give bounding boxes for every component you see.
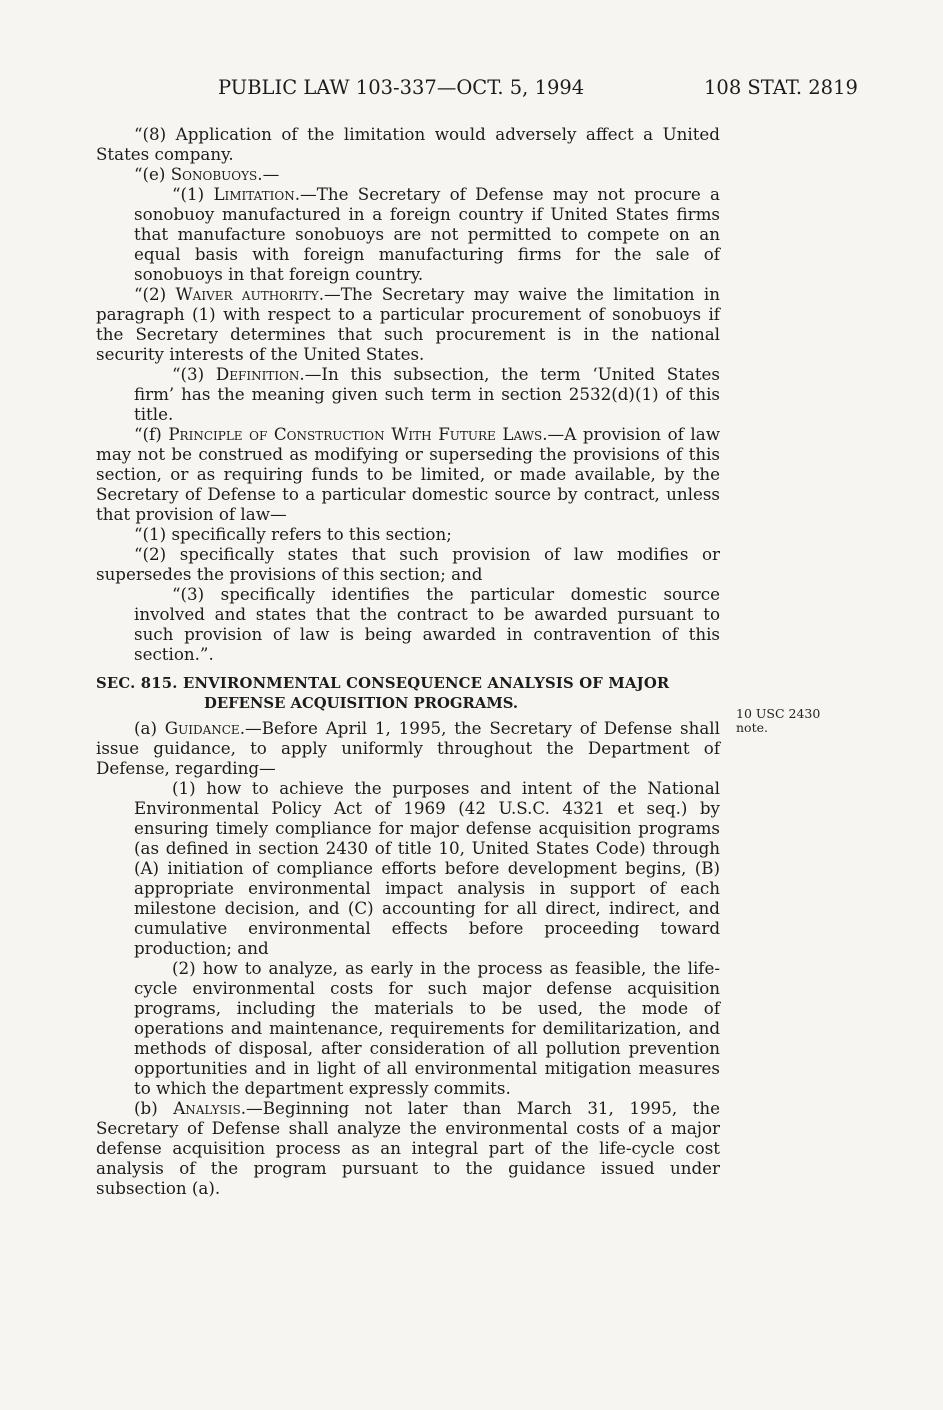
heading: Analysis bbox=[173, 1098, 241, 1118]
body: .—In this subsection, the term ‘United States firm’ has the meaning given such term in section 2532(d)(1) of this title. bbox=[134, 364, 720, 424]
body: .—Beginning not later than March 31, 1995, the Secretary of Defense shall analyze the environmental costs of a major defense acquisition process as an integral part of the life-cycle cost analysis of the program pursuant to the guidance issued under subsection (a). bbox=[96, 1098, 720, 1198]
heading: Limitation bbox=[213, 184, 295, 204]
margin-note bbox=[736, 707, 856, 735]
paragraph-8: “(8) Application of the limitation would adversely affect a United States company. bbox=[96, 124, 720, 164]
paragraph-a2: (2) how to analyze, as early in the process as feasible, the life-cycle environmental costs for such major defense acquisition programs, including the materials to be used, the mode of operations and maintenance, requirements for demilitarization, and methods of disposal, after consideration of all pollution prevention opportunities and in light of all environmental mitigation measures to which the department expressly commits. bbox=[134, 958, 720, 1098]
label: “(e) bbox=[134, 164, 171, 184]
paragraph-e2 bbox=[96, 284, 720, 364]
paragraph-a1: (1) how to achieve the purposes and intent of the National Environmental Policy Act of 1969 (42 U.S.C. 4321 et seq.) by ensuring timely compliance for major defense acquisition programs (as defined in section 2430 of title 10, United States Code) through (A) initiation of compliance efforts before development begins, (B) appropriate environmental impact analysis in support of each milestone decision, and (C) accounting for all direct, indirect, and cumulative environmental effects before proceeding toward production; and bbox=[134, 778, 720, 958]
heading: Guidance bbox=[164, 718, 240, 738]
running-title: PUBLIC LAW 103-337—OCT. 5, 1994 bbox=[218, 76, 585, 99]
label: (a) bbox=[134, 718, 165, 738]
label: “(1) bbox=[172, 184, 214, 204]
label: (b) bbox=[134, 1098, 174, 1118]
section-heading-line1: SEC. 815. ENVIRONMENTAL CONSEQUENCE ANALYSIS OF MAJOR bbox=[96, 675, 670, 692]
label: “(2) bbox=[134, 284, 176, 304]
heading: Principle of Construction With Future Laws bbox=[168, 424, 543, 444]
paragraph-f2: “(2) specifically states that such provision of law modifies or supersedes the provisions of this section; and bbox=[96, 544, 720, 584]
section-heading bbox=[96, 674, 720, 714]
heading: Definition bbox=[215, 364, 300, 384]
margin-note-line1: 10 USC 2430 bbox=[736, 706, 821, 721]
dash: .— bbox=[257, 164, 280, 184]
label: “(3) bbox=[172, 364, 216, 384]
heading: Sonobuoys bbox=[170, 164, 258, 184]
body: .—The Secretary of Defense may not procure a sonobuoy manufactured in a foreign country if United States firms that manufacture sonobuoys are not permitted to compete on an equal basis with foreign manufacturing firms for the sale of sonobuoys in that foreign country. bbox=[134, 184, 720, 284]
heading: Waiver authority bbox=[175, 284, 319, 304]
label: “(f) bbox=[134, 424, 169, 444]
body: .—A provision of law may not be construed as modifying or superseding the provisions of this section, or as requiring funds to be limited, or made available, by the Secretary of Defense to a particular domestic source by contract, unless that provision of law— bbox=[96, 424, 720, 524]
subsection-a bbox=[96, 718, 720, 778]
subsection-f bbox=[96, 424, 720, 524]
body: .—The Secretary may waive the limitation in paragraph (1) with respect to a particular procurement of sonobuoys if the Secretary determines that such procurement is in the national security interests of the United States. bbox=[96, 284, 720, 364]
paragraph-e3 bbox=[96, 364, 720, 424]
paragraph-f3: “(3) specifically identifies the particular domestic source involved and states that the contract to be awarded pursuant to such provision of law is being awarded in contravention of this section.”. bbox=[134, 584, 720, 664]
margin-note-line2: note. bbox=[736, 720, 768, 735]
subsection-b bbox=[96, 1098, 720, 1198]
section-heading-line2: DEFENSE ACQUISITION PROGRAMS. bbox=[204, 695, 519, 712]
paragraph-e1 bbox=[96, 184, 720, 284]
body: .—Before April 1, 1995, the Secretary of Defense shall issue guidance, to apply uniformly throughout the Department of Defense, regarding— bbox=[96, 718, 720, 778]
paragraph-f1: “(1) specifically refers to this section; bbox=[134, 524, 452, 544]
body-text bbox=[96, 124, 720, 1198]
stat-page-number: 108 STAT. 2819 bbox=[704, 76, 858, 99]
subsection-e-heading bbox=[96, 164, 720, 184]
